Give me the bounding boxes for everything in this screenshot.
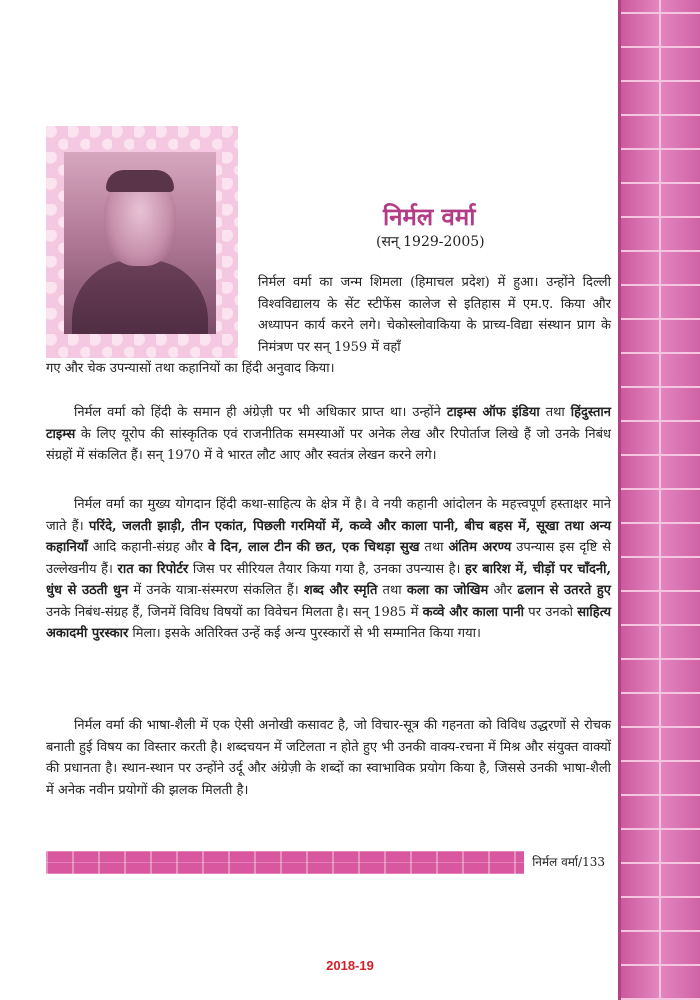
intro-indented-text: निर्मल वर्मा का जन्म शिमला (हिमाचल प्रदेश) में हुआ। उन्होंने दिल्ली विश्वविद्यालय के सेंट स्टीफेंस कालेज से इतिहास में एम.ए. किया और अध्यापन कार्य करने लगे। चेकोस्लोवाकिया के प्राच्य-विद्या संस्थान प्राग के निमंत्रण पर सन् 1959 में वहाँ — [258, 275, 611, 355]
bold-antim-aranya: अंतिम अरण्य — [448, 540, 512, 555]
footer-page-label: निर्मल वर्मा/133 — [524, 851, 611, 874]
bold-kavve-aur-kala-pani: कव्वे और काला पानी — [422, 604, 525, 620]
intro-full-text: गए और चेक उपन्यासों तथा कहानियों का हिंदी अनुवाद किया। — [46, 361, 335, 376]
bold-raat-ka-reporter: रात का रिपोर्टर — [117, 561, 189, 577]
bold-hindustan-times: हिंदुस्तान टाइम्स — [46, 405, 611, 442]
edition-year: 2018-19 — [326, 958, 374, 973]
bold-shabd-aur-smriti: शब्द और स्मृति — [303, 583, 378, 598]
bold-times-of-india: टाइम्स ऑफ इंडिया — [446, 405, 540, 420]
paragraph-english-work: निर्मल वर्मा को हिंदी के समान ही अंग्रेज़ी पर भी अधिकार प्राप्त था। उन्होंने टाइम्स ऑफ इंडिया तथा हिंदुस्तान टाइम्स के लिए यूरोप की सांस्कृतिक एवं राजनीतिक समस्याओं पर अनेक लेख और रिपोर्ताज लिखे हैं जो उनके निबंध संग्रहों में संकलित हैं। सन् 1970 में वे भारत लौट आए और स्वतंत्र लेखन करने लगे। — [46, 405, 611, 463]
decorative-brick-border — [618, 0, 700, 1000]
footer-bar — [46, 851, 611, 874]
bold-dhalan-se: ढलान से उतरते हुए — [517, 583, 611, 598]
bold-sahitya-akademi: साहित्य अकादमी पुरस्कार — [46, 604, 612, 641]
author-name-title: निर्मल वर्मा — [383, 202, 476, 231]
paragraph-contribution: निर्मल वर्मा का मुख्य योगदान हिंदी कथा-साहित्य के क्षेत्र में है। वे नयी कहानी आंदोलन के महत्त्वपूर्ण हस्ताक्षर माने जाते हैं। परिंदे, जलती झाड़ी, तीन एकांत, पिछली गरमियों में, कव्वे और काला पानी, बीच बहस में, सूखा तथा अन्य कहानियाँ आदि कहानी-संग्रह और वे दिन, लाल टीन की छत, एक चिथड़ा सुख तथा अंतिम अरण्य उपन्यास इस दृष्टि से उल्लेखनीय हैं। रात का रिपोर्टर जिस पर सीरियल तैयार किया गया है, उनका उपन्यास है। हर बारिश में, चीड़ों पर चाँदनी, धुंध से उठती धुन में उनके यात्रा-संस्मरण संकलित हैं। शब्द और स्मृति तथा कला का जोखिम और ढलान से उतरते हुए उनके निबंध-संग्रह हैं, जिनमें विविध विषयों का विवेचन मिलता है। सन् 1985 में कव्वे और काला पानी पर उनको साहित्य अकादमी पुरस्कार मिला। इसके अतिरिक्त उन्हें कई अन्य पुरस्कारों से भी सम्मानित किया गया। — [46, 497, 612, 641]
paragraph-style: निर्मल वर्मा की भाषा-शैली में एक ऐसी अनोखी कसावट है, जो विचार-सूत्र की गहनता को विविध उद्धरणों से रोचक बनाती हुई विषय का विस्तार करती है। शब्दचयन में जटिलता न होते हुए भी उनकी वाक्य-रचना में मिश्र और संयुक्त वाक्यों की प्रधानता है। स्थान-स्थान पर उन्होंने उर्दू और अंग्रेज़ी के शब्दों का स्वाभाविक प्रयोग किया है, जिससे उनकी भाषा-शैली में अनेक नवीन प्रयोगों की झलक मिलती है। — [46, 718, 611, 798]
author-years: (सन् 1929-2005) — [376, 234, 485, 250]
bold-travelogues: हर बारिश में, चीड़ों पर चाँदनी, धुंध से उठती धुन — [46, 561, 611, 598]
bold-novels: वे दिन, लाल टीन की छत, एक चिथड़ा सुख — [208, 540, 420, 555]
bold-kala-ka-jokhim: कला का जोखिम — [406, 583, 489, 598]
paragraph-intro — [46, 272, 611, 380]
bold-story-collections: परिंदे, जलती झाड़ी, तीन एकांत, पिछली गरमियों में, कव्वे और काला पानी, बीच बहस में, सूखा तथा अन्य कहानियाँ — [46, 518, 611, 555]
